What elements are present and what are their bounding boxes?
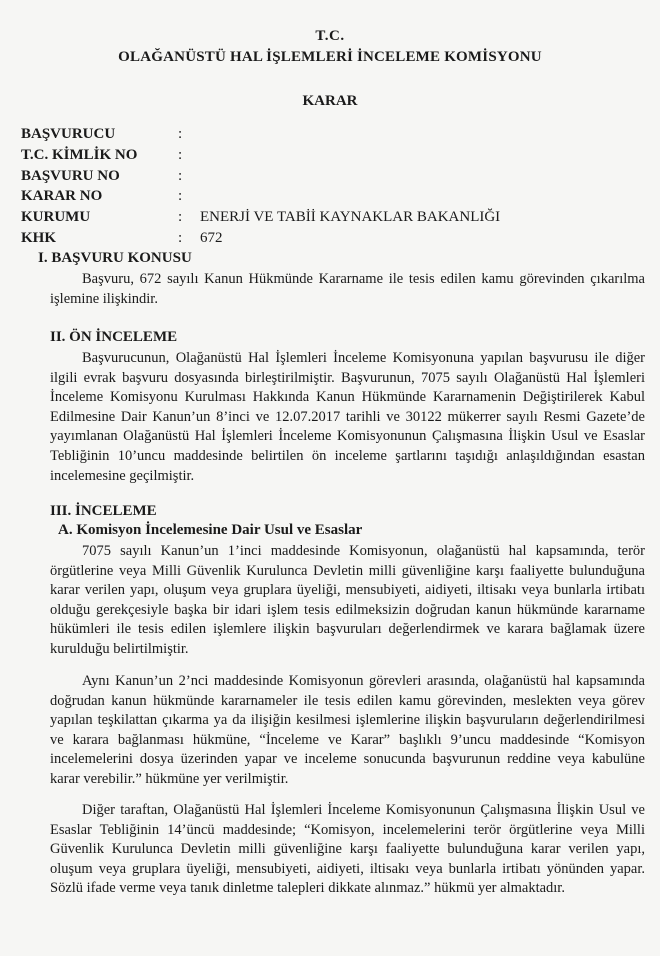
field-value: [200, 145, 641, 166]
field-separator: :: [178, 209, 183, 226]
field-label: BAŞVURUCU: [21, 126, 116, 142]
field-row-tc-kimlik-no: [21, 145, 641, 166]
field-value: [200, 124, 641, 145]
field-row-khk: [21, 228, 641, 249]
section-title-basvuru-konusu: I. BAŞVURU KONUSU: [38, 250, 192, 266]
field-separator: :: [178, 229, 183, 246]
field-row-basvuru-no: [21, 166, 641, 187]
header-organization: OLAĞANÜSTÜ HAL İŞLEMLERİ İNCELEME KOMİSYONU: [118, 49, 542, 65]
info-fields: [21, 124, 641, 249]
subsection-title: A. Komisyon İncelemesine Dair Usul ve Esaslar: [58, 522, 363, 538]
field-label: BAŞVURU NO: [21, 167, 120, 184]
field-separator: :: [178, 146, 183, 163]
field-label: KHK: [21, 229, 57, 246]
field-row-kurumu: [21, 207, 641, 228]
field-label: T.C. KİMLİK NO: [21, 146, 138, 163]
field-label: KURUMU: [21, 209, 91, 226]
paragraph: Diğer taraftan, Olağanüstü Hal İşlemleri İnceleme Komisyonunun Çalışmasına İlişkin Usul ve Esaslar Tebliğinin 14’üncü maddesinde; “Komisyon, incelemelerini terör örgütlerine veya Milli Güvenlik Kurulunca Devletin milli güvenliğine karşı faaliyette bulunduğuna karar verilen yapı, oluşum veya gruplara üyeliği, mensubiyeti, aidiyeti, iltisakı veya bunlarla irtibatı yönünden yapar. Sözlü ifade verme veya tanık dinletme talepleri dikkate alınmaz.” hükmü yer almaktadır.: [50, 802, 645, 897]
field-value: 672: [200, 229, 223, 246]
field-value: [200, 166, 641, 187]
paragraph: Başvurucunun, Olağanüstü Hal İşlemleri İnceleme Komisyonuna yapılan başvurusu ile diğer ilgili evrak başvuru dosyasında birleştirilmiştir. Başvurunun, 7075 sayılı Olağanüstü Hal İşlemleri İnceleme Komisyonu Kurulması Hakkında Kanun Hükmünde Kararnamenin Değiştirilerek Kabul Edilmesine Dair Kanun’un 8’inci ve 12.07.2017 tarihli ve 30122 mükerrer sayılı Resmi Gazete’de yayımlanan Olağanüstü Hal İşlemleri İnceleme Komisyonunun Çalışmasına İlişkin Usul ve Esaslar Tebliğinin 10’uncu maddesinde belirtilen ön inceleme şartlarını taşıdığı anlaşıldığından esastan incelemesine geçilmiştir.: [50, 350, 645, 484]
paragraph: Aynı Kanun’un 2’nci maddesinde Komisyonun görevleri arasında, olağanüstü hal kapsamında doğrudan kanun hükmünde kararnameler ile tesis edilen kamu görevinden, meslekten veya görev yapılan teşkilattan çıkarma ya da ilişiğin kesilmesi işlemlerine ilişkin başvuruların değerlendirilmesi ve karara bağlanması hükmüne, “İnceleme ve Karar” başlıklı 9’uncu maddesinde “Komisyon incelemelerini dosya üzerinden yapar ve inceleme sonucunda başvurunun reddine veya kabulüne karar verebilir.” hükmüne yer verilmiştir.: [50, 673, 645, 787]
section-title-inceleme: III. İNCELEME: [50, 503, 157, 519]
paragraph: 7075 sayılı Kanun’un 1’inci maddesinde Komisyonun, olağanüstü hal kapsamında, terör örgütlerine veya Milli Güvenlik Kurulunca Devletin milli güvenliğine karşı faaliyette bulunduğuna karar verilen yapı, oluşum veya gruplara üyeliği, mensubiyeti, aidiyeti, iltisakı veya bunlarla irtibatı olduğu gerekçesiyle başka bir idari işlem tesis edilmeksizin doğrudan kanun hükmünde kararname hükümleri ile tesis edilen işlemlere ilişkin başvuruları değerlendirmek ve karara bağlamak üzere kurulduğu belirtilmiştir.: [50, 543, 645, 657]
doc-type-title: KARAR: [302, 93, 358, 109]
field-separator: :: [178, 188, 183, 205]
field-row-karar-no: [21, 186, 641, 207]
field-value: ENERJİ VE TABİİ KAYNAKLAR BAKANLIĞI: [200, 209, 501, 226]
field-separator: :: [178, 167, 183, 184]
field-label: KARAR NO: [21, 188, 103, 205]
field-row-basvurucu: [21, 124, 641, 145]
field-value: [200, 186, 641, 207]
section-title-on-inceleme: II. ÖN İNCELEME: [50, 329, 178, 345]
header-tc: T.C.: [315, 28, 345, 44]
paragraph: Başvuru, 672 sayılı Kanun Hükmünde Kararname ile tesis edilen kamu görevinden çıkarılma işlemine ilişkindir.: [50, 271, 645, 307]
field-separator: :: [178, 126, 183, 142]
